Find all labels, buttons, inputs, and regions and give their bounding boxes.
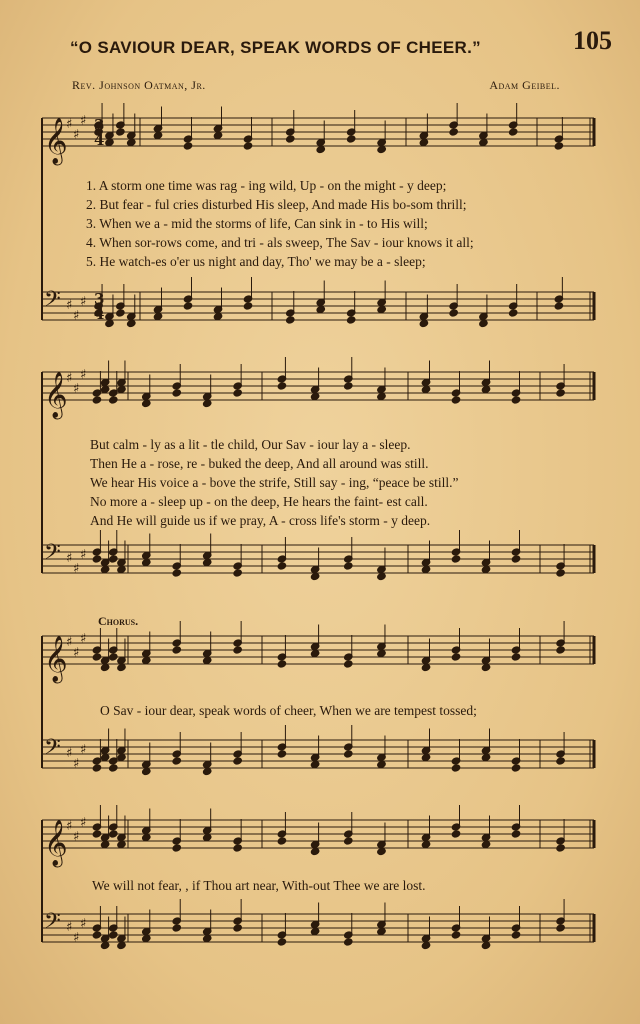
- note-head: [451, 555, 461, 563]
- note-head: [377, 760, 387, 768]
- sharp-icon: ♯: [80, 113, 87, 129]
- sharp-icon: ♯: [73, 381, 80, 397]
- note-head: [92, 830, 102, 838]
- bass-clef-icon: 𝄢: [44, 540, 61, 570]
- note-head: [421, 385, 431, 393]
- sharp-icon: ♯: [66, 117, 73, 132]
- note-head: [117, 941, 127, 949]
- sharp-icon: ♯: [80, 916, 87, 932]
- note-head: [202, 558, 212, 566]
- chorus-label: Chorus.: [98, 614, 139, 628]
- page-number: 105: [573, 26, 612, 55]
- note-head: [419, 138, 429, 146]
- sharp-icon: ♯: [66, 746, 73, 761]
- note-head: [421, 840, 431, 848]
- note-head: [92, 555, 102, 563]
- sharp-icon: ♯: [80, 742, 87, 758]
- sharp-icon: ♯: [66, 635, 73, 650]
- note-head: [213, 131, 223, 139]
- note-head: [481, 663, 491, 671]
- note-head: [233, 757, 243, 765]
- note-head: [554, 142, 564, 150]
- note-head: [481, 753, 491, 761]
- note-head: [243, 142, 253, 150]
- time-signature-bottom: 4: [94, 131, 105, 149]
- note-head: [310, 572, 320, 580]
- note-head: [451, 830, 461, 838]
- note-head: [421, 941, 431, 949]
- note-head: [481, 385, 491, 393]
- note-head: [511, 396, 521, 404]
- verse-1-line-2: But calm - ly as a lit - tle child, Our Sav - iour lay a - sleep.: [90, 437, 411, 452]
- note-head: [233, 924, 243, 932]
- note-head: [310, 649, 320, 657]
- note-head: [556, 924, 566, 932]
- note-head: [141, 767, 151, 775]
- note-head: [451, 764, 461, 772]
- time-signature-bottom: 4: [94, 305, 105, 323]
- note-head: [277, 562, 287, 570]
- bass-clef-icon: 𝄢: [44, 735, 61, 765]
- sharp-icon: ♯: [73, 561, 80, 577]
- note-head: [100, 663, 110, 671]
- note-head: [141, 934, 151, 942]
- note-head: [172, 646, 182, 654]
- note-head: [343, 837, 353, 845]
- note-head: [117, 663, 127, 671]
- note-head: [172, 844, 182, 852]
- note-head: [556, 569, 566, 577]
- note-head: [508, 309, 518, 317]
- note-head: [126, 319, 136, 327]
- note-head: [377, 847, 387, 855]
- note-head: [233, 844, 243, 852]
- sharp-icon: ♯: [80, 631, 87, 647]
- chorus-line-2: We will not fear, , if Thou art near, With-out Thee we are lost.: [92, 878, 426, 893]
- note-head: [202, 833, 212, 841]
- note-head: [421, 753, 431, 761]
- note-head: [108, 653, 118, 661]
- note-head: [449, 309, 459, 317]
- note-head: [126, 138, 136, 146]
- note-head: [285, 316, 295, 324]
- note-head: [92, 764, 102, 772]
- note-head: [556, 389, 566, 397]
- note-head: [277, 660, 287, 668]
- bass-clef-icon: 𝄢: [44, 287, 61, 317]
- note-head: [377, 649, 387, 657]
- note-head: [233, 389, 243, 397]
- note-head: [277, 938, 287, 946]
- note-head: [479, 138, 489, 146]
- note-head: [277, 837, 287, 845]
- note-head: [451, 653, 461, 661]
- note-head: [172, 924, 182, 932]
- note-head: [343, 660, 353, 668]
- note-head: [100, 565, 110, 573]
- bass-clef-icon: 𝄢: [44, 909, 61, 939]
- treble-clef-icon: 𝄞: [44, 636, 68, 682]
- note-head: [108, 764, 118, 772]
- note-head: [481, 840, 491, 848]
- note-head: [100, 941, 110, 949]
- treble-clef-icon: 𝄞: [44, 372, 68, 418]
- sharp-icon: ♯: [73, 829, 80, 845]
- note-head: [511, 830, 521, 838]
- sharp-icon: ♯: [73, 756, 80, 772]
- note-head: [421, 565, 431, 573]
- note-head: [343, 562, 353, 570]
- note-head: [316, 145, 326, 153]
- note-head: [556, 757, 566, 765]
- verse-2-line-1: 2. But fear - ful cries disturbed His sleep, And made His bo-som thrill;: [86, 197, 467, 212]
- sharp-icon: ♯: [66, 551, 73, 566]
- sharp-icon: ♯: [66, 298, 73, 313]
- note-head: [100, 753, 110, 761]
- note-head: [172, 389, 182, 397]
- sharp-icon: ♯: [73, 308, 80, 324]
- note-head: [116, 309, 126, 317]
- sharp-icon: ♯: [80, 367, 87, 383]
- note-head: [105, 319, 115, 327]
- sharp-icon: ♯: [66, 819, 73, 834]
- note-head: [419, 319, 429, 327]
- note-head: [183, 142, 193, 150]
- note-head: [141, 558, 151, 566]
- note-head: [377, 572, 387, 580]
- time-signature-top: 3: [94, 290, 105, 308]
- sharp-icon: ♯: [66, 371, 73, 386]
- note-head: [172, 757, 182, 765]
- hymn-title: “O SAVIOUR DEAR, SPEAK WORDS OF CHEER.”: [70, 38, 481, 57]
- note-head: [117, 753, 127, 761]
- note-head: [116, 128, 126, 136]
- note-head: [508, 128, 518, 136]
- note-head: [343, 382, 353, 390]
- verse-2-line-2: Then He a - rose, re - buked the deep, And all around was still.: [90, 456, 429, 471]
- note-head: [108, 555, 118, 563]
- note-head: [183, 302, 193, 310]
- note-head: [377, 392, 387, 400]
- note-head: [117, 385, 127, 393]
- note-head: [511, 764, 521, 772]
- note-head: [153, 131, 163, 139]
- sharp-icon: ♯: [80, 294, 87, 310]
- verse-5-line-2: And He will guide us if we pray, A - cross life's storm - y deep.: [90, 513, 431, 528]
- note-head: [316, 305, 326, 313]
- treble-clef-icon: 𝄞: [44, 118, 68, 164]
- note-head: [481, 565, 491, 573]
- note-head: [202, 656, 212, 664]
- note-head: [117, 840, 127, 848]
- note-head: [511, 931, 521, 939]
- note-head: [346, 135, 356, 143]
- verse-4-line-2: No more a - sleep up - on the deep, He hears the faint- est call.: [90, 494, 428, 509]
- note-head: [377, 145, 387, 153]
- note-head: [556, 844, 566, 852]
- verse-5-line-1: 5. He watch-es o'er us night and day, Tho' we may be a - sleep;: [86, 254, 426, 269]
- note-head: [108, 830, 118, 838]
- note-head: [343, 938, 353, 946]
- sharp-icon: ♯: [66, 920, 73, 935]
- note-head: [277, 382, 287, 390]
- lyricist-credit: Rev. Johnson Oatman, Jr.: [72, 78, 206, 92]
- time-signature-top: 3: [94, 116, 105, 134]
- sharp-icon: ♯: [73, 930, 80, 946]
- note-head: [141, 399, 151, 407]
- treble-clef-icon: 𝄞: [44, 820, 68, 866]
- note-head: [511, 555, 521, 563]
- note-head: [202, 934, 212, 942]
- note-head: [451, 396, 461, 404]
- note-head: [141, 656, 151, 664]
- note-head: [100, 840, 110, 848]
- note-head: [377, 305, 387, 313]
- note-head: [285, 135, 295, 143]
- note-head: [172, 569, 182, 577]
- composer-credit: Adam Geibel.: [489, 78, 560, 92]
- note-head: [202, 767, 212, 775]
- note-head: [343, 750, 353, 758]
- note-head: [556, 646, 566, 654]
- note-head: [233, 646, 243, 654]
- note-head: [233, 569, 243, 577]
- verse-4-line-1: 4. When sor-rows come, and tri - als sweep, The Sav - iour knows it all;: [86, 235, 474, 250]
- note-head: [511, 653, 521, 661]
- note-head: [92, 396, 102, 404]
- note-head: [346, 316, 356, 324]
- note-head: [277, 750, 287, 758]
- note-head: [153, 312, 163, 320]
- note-head: [105, 138, 115, 146]
- sharp-icon: ♯: [73, 645, 80, 661]
- note-head: [100, 385, 110, 393]
- note-head: [92, 653, 102, 661]
- sharp-icon: ♯: [73, 127, 80, 143]
- note-head: [481, 941, 491, 949]
- note-head: [202, 399, 212, 407]
- note-head: [243, 302, 253, 310]
- note-head: [479, 319, 489, 327]
- note-head: [377, 927, 387, 935]
- note-head: [108, 931, 118, 939]
- note-head: [108, 396, 118, 404]
- note-head: [310, 392, 320, 400]
- verse-3-line-2: We hear His voice a - bove the strife, Still say - ing, “peace be still.”: [90, 475, 459, 490]
- verse-3-line-1: 3. When we a - mid the storms of life, Can sink in - to His will;: [86, 216, 428, 231]
- note-head: [310, 847, 320, 855]
- note-head: [449, 128, 459, 136]
- note-head: [421, 663, 431, 671]
- sharp-icon: ♯: [80, 815, 87, 831]
- chorus-line-1: O Sav - iour dear, speak words of cheer, When we are tempest tossed;: [100, 703, 477, 718]
- note-head: [92, 931, 102, 939]
- note-head: [451, 931, 461, 939]
- note-head: [213, 312, 223, 320]
- sharp-icon: ♯: [80, 547, 87, 563]
- note-head: [310, 760, 320, 768]
- note-head: [141, 833, 151, 841]
- note-head: [554, 302, 564, 310]
- note-head: [117, 565, 127, 573]
- verse-1-line-1: 1. A storm one time was rag - ing wild, Up - on the might - y deep;: [86, 178, 447, 193]
- note-head: [310, 927, 320, 935]
